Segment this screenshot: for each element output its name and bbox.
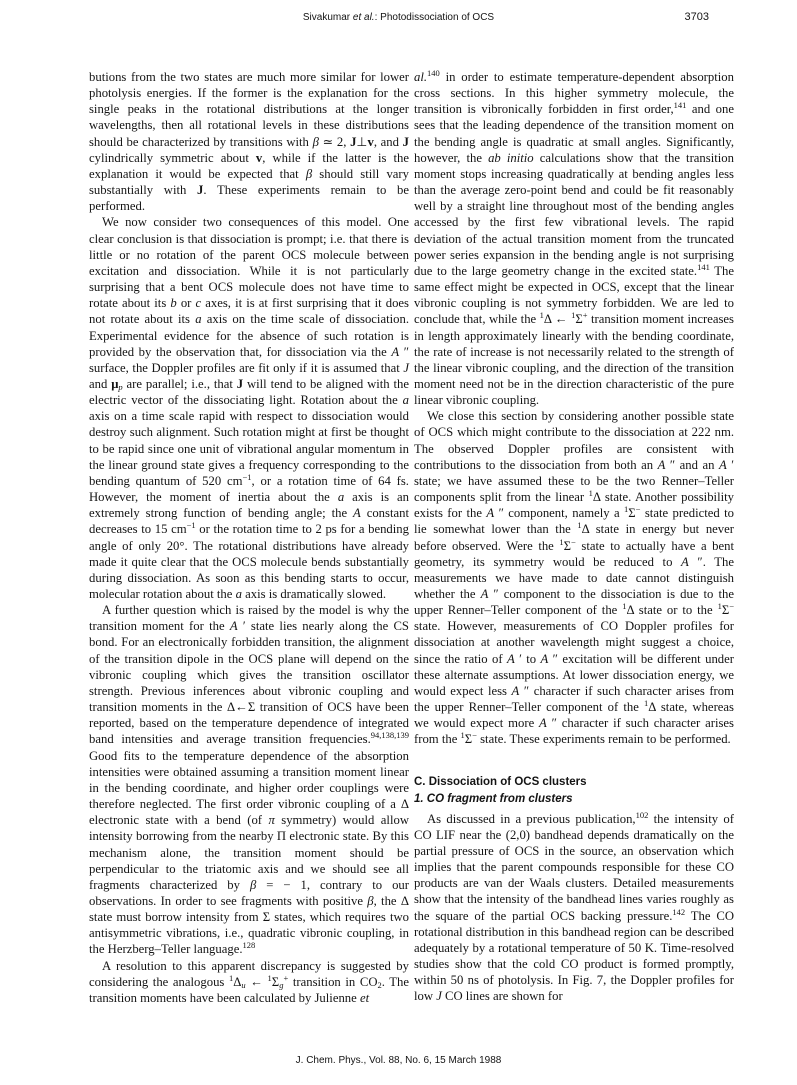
page-number: 3703 xyxy=(684,11,709,23)
running-title: Sivakumar et al.: Photodissociation of OCS xyxy=(302,12,495,23)
left-column xyxy=(89,69,409,1006)
paragraph: A further question which is raised by the model is why the transition moment for the A ′ state lies nearly along the CS bond. For an electronically forbidden transition, the alignment of the transition dipole in the OCS plane will depend on the vibronic coupling which gives the transition oscillator strength. Previous inferences about vibronic coupling and transition moments in the Δ←Σ transition of OCS have been reported, based on the temperature dependence of integrated band intensities and average transition frequencies.$^{94,138,139}$ Good fits to the temperature dependence of the absorption intensities were obtained assuming a transition moment linear in the bending coordinate, and higher order couplings were therefore neglected. The first order vibronic coupling of a Δ electronic state with a bend (of π symmetry) would allow intensity borrowing from the nearby Π electronic state. By this mechanism alone, the transition moment should be perpendicular to the triatomic axis and we should see all fragments characterized by β = − 1, contrary to our observations. In order to see fragments with positive β, the Δ state must borrow intensity from Σ states, which requires two antisymmetric vibrations, i.e., quadratic vibronic coupling, in the Herzberg–Teller language.$^{128}$ xyxy=(89,603,409,957)
paragraph: al.$^{140}$ in order to estimate temperature-dependent absorption cross sections. In this higher symmetry molecule, the transition is vibronically forbidden in first order,$^{141}$ and one sees that the leading dependence of the transition moment on the bending angle is quadratic at small angles. Significantly, however, the ab initio calculations show that the transition moment stops increasing quadratically at bending angles less than the average zero-point bend and could be fit reasonably well by a straight line throughout most of the bending angles accessed by the first few vibrational levels. The rapid deviation of the actual transition moment from the truncated power series expansion in the bending angle is not surprising due to the large geometry change in the excited state.$^{141}$ The same effect might be expected in OCS, except that the linear vibronic coupling is not symmetry forbidden. We are led to conclude that, while the $^1$Δ ← $^1$Σ+ transition moment increases in length approximately linearly with the bending coordinate, the rate of increase is not necessarily related to the strength of the linear vibronic coupling, and the direction of the transition moment need not be in the direction characteristic of the pure linear vibronic coupling. xyxy=(414,68,735,408)
running-header xyxy=(88,12,709,26)
paragraph: We close this section by considering another possible state of OCS which might contribute to the dissociation at 222 nm. The observed Doppler profiles are consistent with contributions to the dissociation from both an A ″ and an A ′ state; we have assumed these to be the two Renner–Teller components split from the linear $^1$Δ state. Another possibility exists for the A ″ component, namely a $^1$Σ− state predicted to lie somewhat lower than the $^1$Δ state in energy but never before observed. Were the $^1$Σ− state to actually have a bent geometry, its symmetry would be reduced to A ″. The measurements we have made to date cannot distinguish whether the A ″ component to the dissociation is due to the upper Renner–Teller component of the $^1$Δ state or to the $^1$Σ− state. However, measurements of CO Doppler profiles for dissociation at another wavelength might suggest a choice, since the ratio of A ′ to A ″ excitation will be different under these alternate assumptions. At lower dissociation energy, we would expect less A ″ character if such character arises from the upper Renner–Teller component of the $^1$Δ state, whereas we would expect more A ″ character if such character arises from the $^1$Σ− state. These experiments remain to be performed. xyxy=(414,409,735,747)
paragraph: As discussed in a previous publication,$^{102}$ the intensity of CO LIF near the (2,0) bandhead depends dramatically on the partial pressure of OCS in the source, an observation which implies that the parent compounds responsible for these CO products are van der Waals clusters. Detailed measurements show that the intensity of the bandhead lines varies roughly as the square of the partial OCS backing pressure.$^{142}$ The CO rotational distribution in this bandhead region can be described adequately by a rotational temperature of 50 K. Time-resolved studies show that the cold CO product is formed promptly, within 50 ns of photolysis. In Fig. 7, the Doppler profiles for low J CO lines are shown for xyxy=(414,809,734,1004)
paragraph: A resolution to this apparent discrepancy is suggested by considering the analogous $^1\Delta_u$ ← $^1\Sigma_g^+$ transition in $CO_2$. The transition moments have been calculated by Julienne et xyxy=(89,958,410,1005)
right-column xyxy=(414,69,734,1004)
paragraph: butions from the two states are much more similar for lower photolysis energies. If the former is the explanation for the single peaks in the rotational distributions at the longer wavelengths, then all rotational levels in these distributions should be characterized by transitions with β ≃ 2, J⊥v, and J cylindrically symmetric about v, while if the latter is the explanation it would be expected that β should still vary substantially with J. These experiments remain to be performed. xyxy=(89,70,410,214)
subsection-heading: 1. CO fragment from clusters xyxy=(414,792,573,805)
page-footer: J. Chem. Phys., Vol. 88, No. 6, 15 March 1988 xyxy=(295,1055,502,1066)
section-heading: C. Dissociation of OCS clusters xyxy=(414,775,587,788)
paragraph: We now consider two consequences of this model. One clear conclusion is that dissociation is prompt; i.e. that there is little or no rotation of the parent OCS molecule between excitation and dissociation. While it is not particularly surprising that a bent OCS molecule does not have time to rotate about its b or c axes, it is at first surprising that it does not rotate about its a axis on the time scale of dissociation. Experimental evidence for the absence of such rotation is provided by the observation that, for dissociation via the A ″ surface, the Doppler profiles are fit only if it is assumed that J and $\mu_p$ are parallel; i.e., that J will tend to be aligned with the electric vector of the dissociating light. Rotation about the a axis on a time scale rapid with respect to dissociation would destroy such alignment. Such rotation might at first be thought to be rapid since one unit of vibrational angular momentum in the linear ground state gives a frequency corresponding to the bending quantum of 520 $cm^{-1}$, or a rotation time of 64 fs. However, the moment of inertia about the a axis is an extremely strong function of bending angle; the A constant decreases to 15 $cm^{-1}$ or the rotation time to 2 ps for a bending angle of only 20°. The rotational distributions have already made it quite clear that the OCS molecule bends substantially during dissociation. As soon as this bending starts to occur, molecular rotation about the a axis is dramatically slowed. xyxy=(89,215,410,601)
